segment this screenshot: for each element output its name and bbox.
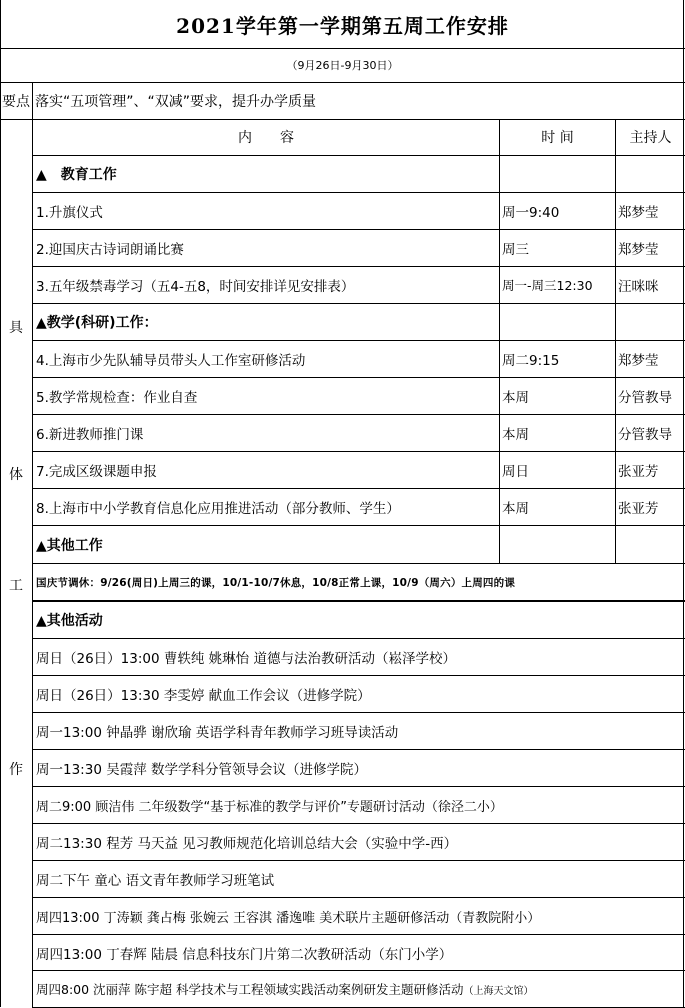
row-host: 郑梦莹 xyxy=(618,205,659,221)
activity-text: 周一13:30 吴霞萍 数学学科分管领导会议（进修学院） xyxy=(36,762,367,778)
row-time: 周二9:15 xyxy=(500,341,616,377)
date-range: （9月26日-9月30日） xyxy=(0,48,685,83)
section-row-education xyxy=(33,156,685,193)
row-host: 汪咪咪 xyxy=(618,279,659,295)
row-content: 2.迎国庆古诗词朗诵比赛 xyxy=(33,230,500,266)
section-title: ▲其他活动 xyxy=(36,613,103,629)
activity-venue: （上海天文馆） xyxy=(463,985,534,997)
activity-text: 周四13:00 丁春辉 陆晨 信息科技东门片第二次教研活动（东门小学） xyxy=(36,946,453,963)
activity-row xyxy=(33,971,685,1008)
empty-cell xyxy=(500,526,616,563)
section-title: ▲教学(科研)工作： xyxy=(33,304,500,340)
row-content: 4.上海市少先队辅导员带头人工作室研修活动 xyxy=(33,341,500,377)
table-row xyxy=(33,489,685,526)
row-content: 8.上海市中小学教育信息化应用推进活动（部分教师、学生） xyxy=(33,489,500,525)
row-host: 分管教导 xyxy=(618,390,672,406)
side-label-char: 工 xyxy=(9,578,23,594)
row-time: 周一-周三12:30 xyxy=(500,267,616,303)
activity-text: 周四13:00 丁涛颖 龚占梅 张婉云 王容淇 潘逸唯 美术联片主题研修活动（青教院附小） xyxy=(36,910,541,926)
side-label-column xyxy=(0,119,33,1008)
activity-text: 周日（26日）13:30 李雯婷 献血工作会议（进修学院） xyxy=(36,688,371,704)
row-time: 本周 xyxy=(500,489,616,525)
activity-main: 周四8:00 沈丽萍 陈宇超 科学技术与工程领域实践活动案例研发主题研修活动 xyxy=(36,982,464,997)
row-host: 郑梦莹 xyxy=(618,353,659,369)
empty-cell xyxy=(616,526,685,563)
key-point-row xyxy=(0,82,685,120)
section-title: ▲ 教育工作 xyxy=(33,156,500,192)
row-host: 分管教导 xyxy=(618,427,672,443)
row-time: 本周 xyxy=(500,415,616,451)
row-host: 郑梦莹 xyxy=(618,242,659,258)
section-title: ▲其他工作 xyxy=(33,526,500,563)
activity-text: 周一13:00 钟晶骅 谢欣瑜 英语学科青年教师学习班导读活动 xyxy=(36,725,399,741)
row-time: 周一9:40 xyxy=(500,193,616,229)
activity-text: 周日（26日）13:00 曹轶纯 姚琳怡 道德与法治教研活动（崧泽学校） xyxy=(36,651,456,667)
table-row xyxy=(33,193,685,230)
activity-text: 周二下午 童心 语文青年教师学习班笔试 xyxy=(36,873,275,889)
activity-row xyxy=(33,713,685,750)
activity-text: 周二13:30 程芳 马天益 见习教师规范化培训总结大会（实验中学-西） xyxy=(36,836,458,852)
section-row-teaching xyxy=(33,304,685,341)
holiday-notice: 国庆节调休：9/26(周日)上周三的课，10/1-10/7休息，10/8正常上课，10/9（周六）上周四的课 xyxy=(36,576,516,589)
row-host: 张亚芳 xyxy=(618,501,659,517)
activity-row xyxy=(33,750,685,787)
header-content: 内 容 xyxy=(33,119,500,155)
table-row xyxy=(33,452,685,489)
empty-cell xyxy=(500,156,616,192)
activity-row xyxy=(33,898,685,935)
row-time: 周日 xyxy=(500,452,616,488)
holiday-notice-row xyxy=(33,564,685,602)
empty-cell xyxy=(500,304,616,340)
row-time: 本周 xyxy=(500,378,616,414)
key-point-label: 要点 xyxy=(0,82,33,119)
header-time: 时 间 xyxy=(500,119,616,155)
side-label-char: 体 xyxy=(9,467,23,483)
table-row xyxy=(33,230,685,267)
table-row xyxy=(33,341,685,378)
key-point-text: 落实“五项管理”、“双减”要求，提升办学质量 xyxy=(35,93,317,110)
row-host: 张亚芳 xyxy=(618,464,659,480)
activity-row xyxy=(33,639,685,676)
header-host: 主持人 xyxy=(629,130,672,146)
row-content: 7.完成区级课题申报 xyxy=(33,452,500,488)
side-label-char: 具 xyxy=(9,320,23,336)
activity-text-last xyxy=(33,971,685,1007)
activity-row xyxy=(33,935,685,971)
page-title: 2021学年第一学期第五周工作安排 xyxy=(0,0,685,49)
row-content: 5.教学常规检查：作业自查 xyxy=(33,378,500,414)
activity-row xyxy=(33,861,685,898)
table-row xyxy=(33,378,685,415)
row-content: 3.五年级禁毒学习（五4-五8，时间安排详见安排表） xyxy=(33,267,500,303)
empty-cell xyxy=(616,304,685,340)
table-row xyxy=(33,267,685,304)
row-content: 1.升旗仪式 xyxy=(33,193,500,229)
activity-row xyxy=(33,676,685,713)
section-row-other-activities xyxy=(33,602,685,639)
section-row-other-work xyxy=(33,526,685,564)
row-time: 周三 xyxy=(500,230,616,266)
table-row xyxy=(33,415,685,452)
table-header xyxy=(33,119,685,156)
side-label-char: 作 xyxy=(9,762,23,778)
activity-row xyxy=(33,787,685,824)
empty-cell xyxy=(616,156,685,192)
activity-row xyxy=(33,824,685,861)
row-content: 6.新进教师推门课 xyxy=(33,415,500,451)
activity-text: 周二9:00 顾洁伟 二年级数学“基于标准的教学与评价”专题研讨活动（徐泾二小） xyxy=(36,799,503,815)
